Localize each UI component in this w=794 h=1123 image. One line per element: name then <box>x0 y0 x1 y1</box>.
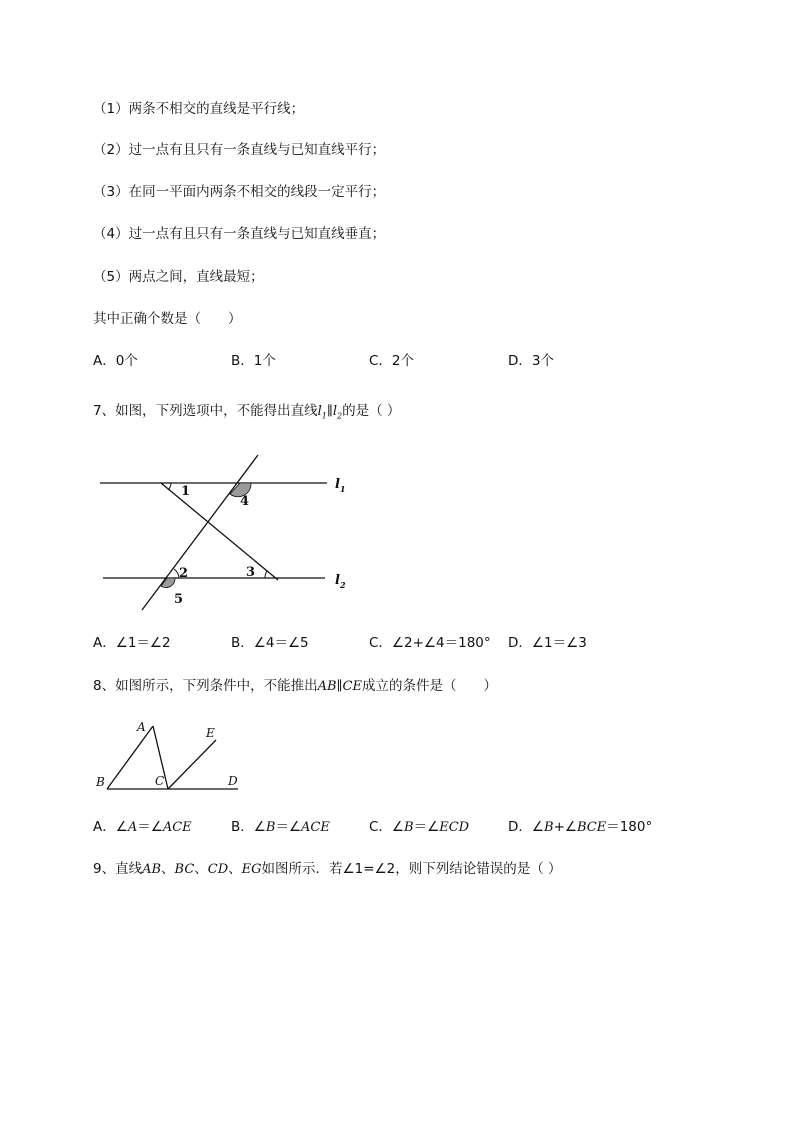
angle-label-1: 1 <box>181 484 191 499</box>
angle-label-3: 3 <box>246 565 256 580</box>
q9-line-cd: CD <box>207 862 229 877</box>
q8-option-d: D．∠B+∠BCE＝180° <box>508 819 653 835</box>
label-l1: l <box>335 477 340 492</box>
q9-line-eg: EG <box>241 862 262 877</box>
q7-l2: l <box>332 404 338 419</box>
q8-option-b: B．∠B＝∠ACE <box>231 819 330 835</box>
angle-3-arc <box>265 571 267 578</box>
q7-l1-sub: 1 <box>321 411 327 421</box>
statement-5: （5）两点之间，直线最短； <box>93 269 264 285</box>
q6-option-b: B．1个 <box>231 353 276 369</box>
q6-option-c: C．2个 <box>369 353 415 369</box>
label-l2-sub: 2 <box>340 580 346 590</box>
q7-figure <box>95 448 365 618</box>
q7-parallel-symbol: ∥ <box>326 404 333 419</box>
q8-option-c: C．∠B＝∠ECD <box>369 819 470 835</box>
q8-prompt <box>93 677 497 696</box>
transversal-line-a <box>142 455 258 610</box>
point-label-a: A <box>137 720 146 734</box>
statement-4: （4）过一点有且只有一条直线与已知直线垂直； <box>93 226 386 242</box>
q8-relation: AB∥CE <box>317 679 362 694</box>
point-label-b: B <box>96 775 105 789</box>
angle-1-arc <box>168 483 171 490</box>
q7-prompt-end: 的是（ ） <box>342 403 401 419</box>
q9-line-ab: AB <box>142 862 162 877</box>
q7-prompt-start: 7、如图，下列选项中，不能得出直线 <box>93 403 318 419</box>
q9-prompt: 9、直线AB、BC、CD、EG如图所示．若∠1=∠2，则下列结论错误的是（ ） <box>93 861 562 877</box>
q7-l1: l <box>317 404 322 419</box>
q8-prompt-start: 8、如图所示，下列条件中，不能推出 <box>93 678 318 694</box>
angle-label-4: 4 <box>240 494 250 509</box>
label-l2: l <box>335 573 340 588</box>
angle-label-5: 5 <box>174 592 184 607</box>
q7-l2-sub: 2 <box>337 411 343 421</box>
q8-option-a: A．∠A＝∠ACE <box>93 819 192 835</box>
q6-option-a: A．0个 <box>93 353 138 369</box>
q7-prompt <box>93 402 400 426</box>
statement-2: （2）过一点有且只有一条直线与已知直线平行； <box>93 142 386 158</box>
statement-1: （1）两条不相交的直线是平行线； <box>93 101 305 117</box>
q7-option-b: B．∠4＝∠5 <box>231 635 309 651</box>
q7-option-c: C．∠2+∠4＝180° <box>369 635 491 651</box>
q6-option-d: D．3个 <box>508 353 554 369</box>
point-label-d: D <box>228 774 238 788</box>
segment-ce <box>168 740 216 789</box>
statement-3: （3）在同一平面内两条不相交的线段一定平行； <box>93 184 386 200</box>
label-l1-sub: 1 <box>340 484 346 494</box>
q7-option-d: D．∠1＝∠3 <box>508 635 587 651</box>
q8-figure <box>95 718 255 798</box>
segment-ba <box>107 726 153 789</box>
angle-5-shade <box>161 578 175 588</box>
angle-label-2: 2 <box>179 566 189 581</box>
point-label-e: E <box>206 726 215 740</box>
q9-line-bc: BC <box>174 862 195 877</box>
q6-prompt: 其中正确个数是（ ） <box>93 311 242 327</box>
q8-prompt-end: 成立的条件是（ ） <box>361 678 497 694</box>
q7-option-a: A．∠1＝∠2 <box>93 635 171 651</box>
point-label-c: C <box>155 774 165 788</box>
